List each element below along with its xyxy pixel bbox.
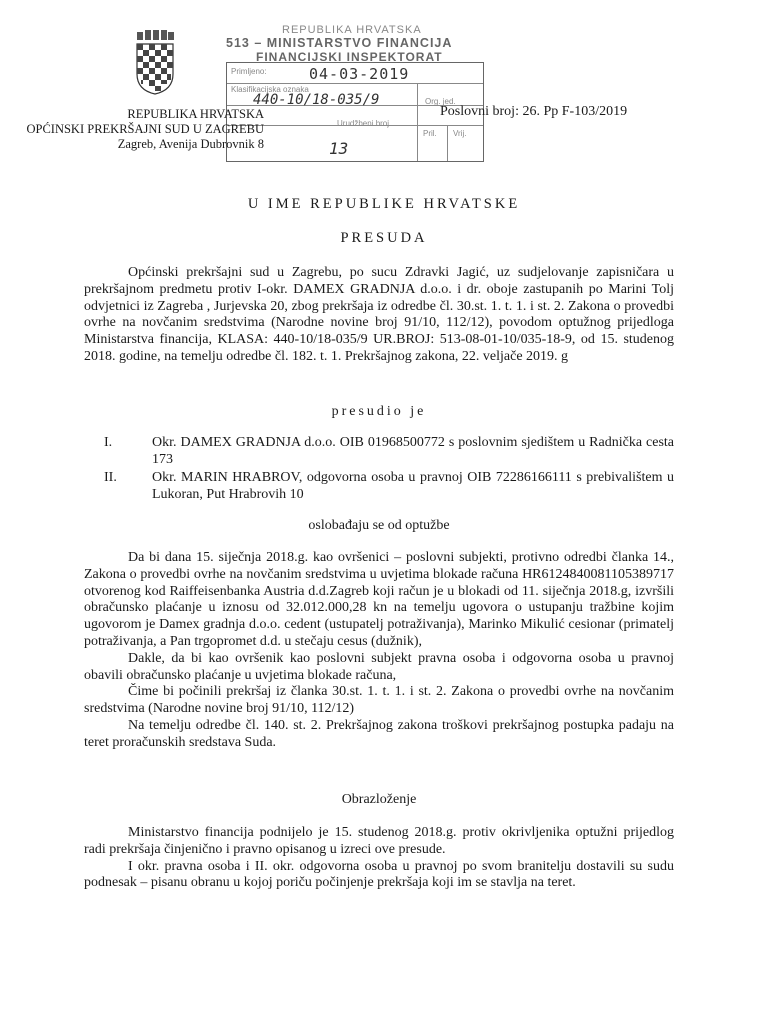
defendant-1-text: Okr. DAMEX GRADNJA d.o.o. OIB 01968500772 s poslovnim sjedištem u Radnička cesta 173 (152, 435, 674, 467)
court-line-3: Zagreb, Avenija Dubrovnik 8 (117, 137, 264, 151)
croatian-coat-of-arms (135, 30, 175, 96)
stamp-attachments-label: Pril. (423, 129, 437, 138)
document-subheading: PRESUDA (340, 230, 428, 246)
ruled-line: presudio je (331, 404, 427, 419)
defendant-2-number: II. (104, 470, 117, 485)
acquittal-line: oslobađaju se od optužbe (308, 518, 450, 533)
stamp-line-2: 513 – MINISTARSTVO FINANCIJA (226, 36, 453, 50)
case-number: Poslovni broj: 26. Pp F-103/2019 (440, 104, 628, 119)
stamp-received-date: 04-03-2019 (309, 65, 410, 83)
body-paragraph-3: Čime bi počinili prekršaj iz članka 30.st. 1. t. 1. i st. 2. Zakona o provedbi ovrhe na novčanim sredstvima (Narodne novine broj 91/10, 112/12) (84, 684, 674, 717)
body-paragraph-2: Dakle, da bi kao ovršenik kao poslovni subjekt pravna osoba i odgovorna osoba u pravnoj obavili obračunsko plaćanje u uvjetima blokade računa, (84, 650, 674, 683)
stamp-classification-value: 440-10/18-035/9 (253, 92, 380, 108)
stamp-number-value: 13 (329, 139, 349, 158)
defendant-2-text: Okr. MARIN HRABROV, odgovorna osoba u pravnoj OIB 72286166111 s prebivalištem u Lukoran, Put Hrabrovih 10 (152, 470, 674, 502)
defendant-1-number: I. (104, 435, 113, 450)
intro-text: Općinski prekršajni sud u Zagrebu, po sucu Zdravki Jagić, uz sudjelovanje zapisničara u prekršajnom predmetu protiv I-okr. DAMEX GRADNJA d.o.o. i dr. oboje zastupanih po Marini Tolj odvjetnici iz Zagreba , Jurjevska 20, zbog prekršaja iz odredbe čl. 30.st. 1. t. 1. i st. 2. Zakona o provedbi ovrhe na novčanim sredstvima (Narodne novine broj 91/10, 112/12), povodom optužnog prijedloga Ministarstva financija, KLASA: 440-10/18-035/9 UR.BROJ: 513-08-01-10/035-18-9, od 15. studenog 2018. godine, na temelju odredbe čl. 182. t. 1. Prekršajnog zakona, 22. veljače 2019. g (84, 265, 674, 364)
stamp-line-1: REPUBLIKA HRVATSKA (282, 24, 422, 36)
court-line-1: REPUBLIKA HRVATSKA (127, 107, 264, 121)
body-paragraph-1: Da bi dana 15. siječnja 2018.g. kao ovršenici – poslovni subjekti, protivno odredbi članka 14., Zakona o provedbi ovrhe na novčanim sredstvima u uvjetima blokade računa HR6124840081105389717 otvorenog kod Raiffeisenbanka Austria d.d.Zagreb koji račun je u blokadi od 11. siječnja 2018.g, izvršili obračunsko plaćanje u iznosu od 32.012.000,28 kn na temelju ugovora o ustupanju tražbine kojim ugovorom je Damex gradnja d.o.o. cedent (ustupatelj potraživanja), Marinko Mikulić cesionar (primatelj potraživanja, a Pan trgopromet d.d. u stečaju cesus (dužnik), (84, 550, 674, 649)
stamp-line-3: FINANCIJSKI INSPEKTORAT (256, 50, 443, 64)
stamp-classification-label: Klasifikacijska oznaka (231, 85, 309, 94)
court-line-2: OPĆINSKI PREKRŠAJNI SUD U ZAGREBU (26, 122, 264, 136)
court-header (14, 107, 264, 152)
reasoning-paragraph-1: Ministarstvo financija podnijelo je 15. studenog 2018.g. protiv okrivljenika optužni prijedlog radi prekršaja činjenično i pravno opisanog u izreci ove presude. (84, 825, 674, 857)
stamp-org-unit-label: Org. jed. (425, 97, 456, 106)
stamp-value-label: Vrij. (453, 129, 467, 138)
reasoning-title: Obrazloženje (341, 792, 417, 807)
intro-paragraph (84, 265, 674, 366)
document-heading: U IME REPUBLIKE HRVATSKE (247, 196, 521, 212)
stamp-received-label: Primljeno: (231, 67, 267, 76)
reasoning-paragraph-2: I okr. pravna osoba i II. okr. odgovorna osoba u pravnoj po svom branitelju dostavili su sudu podnesak – pisanu obranu u kojoj poriču počinjenje prekršaja koji im se stavlja na teret. (84, 858, 674, 891)
verdict-body (84, 550, 674, 752)
stamp-number-label: Urudžbeni broj (337, 119, 390, 128)
reasoning-section (84, 825, 674, 892)
body-paragraph-4: Na temelju odredbe čl. 140. st. 2. Prekršajnog zakona troškovi prekršajnog postupka padaju na teret proračunskih sredstava Suda. (84, 717, 674, 750)
